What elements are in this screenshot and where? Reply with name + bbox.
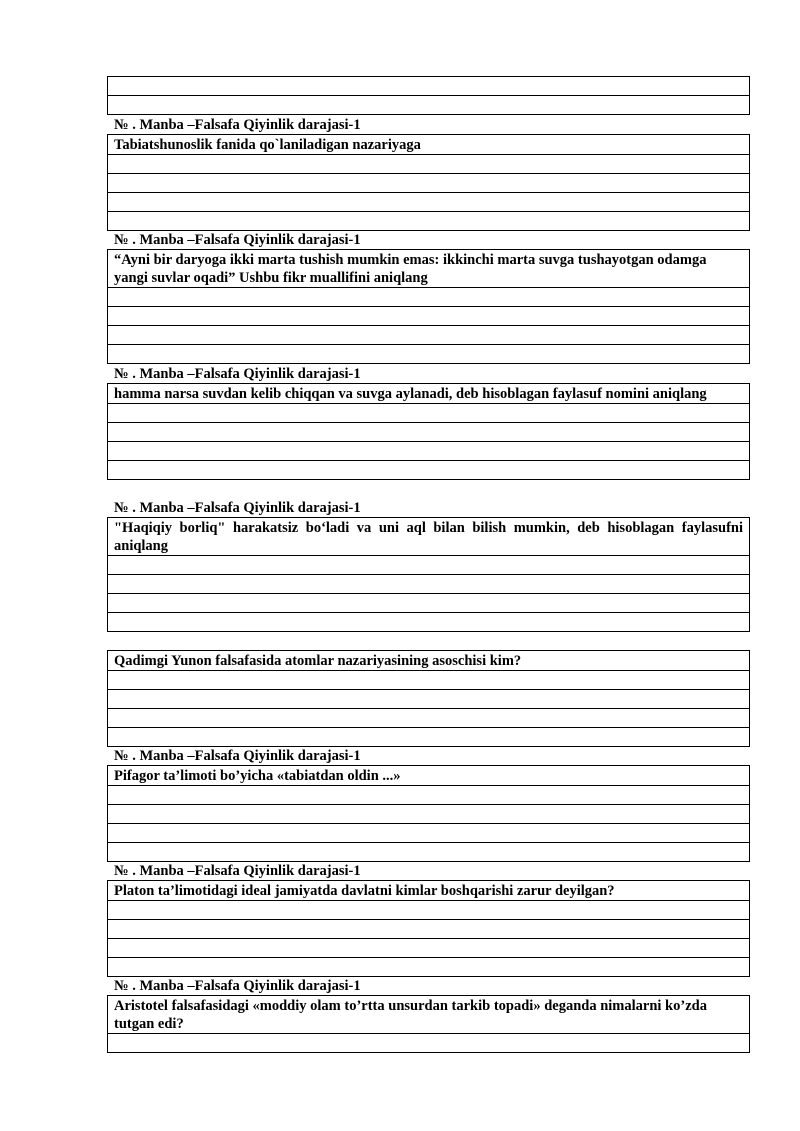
answer-option-cell[interactable] [108,288,750,307]
answer-option-cell[interactable] [108,77,750,96]
answer-option-cell[interactable] [108,939,750,958]
question-block-7 [107,880,750,977]
question-block-6 [107,765,750,862]
answer-option-cell[interactable] [108,193,750,212]
question-table [107,249,750,364]
answer-option-cell[interactable] [108,613,750,632]
answer-table [107,76,750,115]
answer-option-cell[interactable] [108,805,750,824]
question-table [107,995,750,1053]
question-table [107,383,750,480]
answer-option-cell[interactable] [108,786,750,805]
answer-option-cell[interactable] [108,307,750,326]
question-table [107,134,750,231]
answer-option-cell[interactable] [108,594,750,613]
question-text: "Haqiqiy borliq" harakatsiz bo‘ladi va uni aql bilan bilish mumkin, deb hisoblagan faylasufni aniqlang [108,518,750,556]
question-block-1 [107,134,750,231]
question-table [107,880,750,977]
question-header: № . Manba –Falsafa Qiyinlik darajasi-1 [114,366,361,382]
question-header: № . Manba –Falsafa Qiyinlik darajasi-1 [114,978,361,994]
answer-option-cell[interactable] [108,155,750,174]
answer-option-cell[interactable] [108,212,750,231]
question-text: “Ayni bir daryoga ikki marta tushish mumkin emas: ikkinchi marta suvga tushayotgan odamga yangi suvlar oqadi” Ushbu fikr muallifini aniqlang [108,250,750,288]
answer-option-cell[interactable] [108,824,750,843]
answer-option-cell[interactable] [108,901,750,920]
question-header: № . Manba –Falsafa Qiyinlik darajasi-1 [114,500,361,516]
question-block-3 [107,383,750,480]
answer-option-cell[interactable] [108,556,750,575]
question-header: № . Manba –Falsafa Qiyinlik darajasi-1 [114,863,361,879]
question-block-5 [107,650,750,747]
answer-option-cell[interactable] [108,442,750,461]
answer-option-cell[interactable] [108,174,750,193]
answer-option-cell[interactable] [108,690,750,709]
question-text: Qadimgi Yunon falsafasida atomlar nazariyasining asoschisi kim? [108,651,750,671]
answer-option-cell[interactable] [108,920,750,939]
answer-option-cell[interactable] [108,843,750,862]
answer-option-cell[interactable] [108,326,750,345]
answer-option-cell[interactable] [108,1034,750,1053]
question-text: hamma narsa suvdan kelib chiqqan va suvga aylanadi, deb hisoblagan faylasuf nomini aniqlang [108,384,750,404]
question-header: № . Manba –Falsafa Qiyinlik darajasi-1 [114,117,361,133]
answer-option-cell[interactable] [108,575,750,594]
question-block-0 [107,76,750,115]
answer-option-cell[interactable] [108,461,750,480]
answer-option-cell[interactable] [108,345,750,364]
answer-option-cell[interactable] [108,728,750,747]
question-text: Aristotel falsafasidagi «moddiy olam to’rtta unsurdan tarkib topadi» deganda nimalarni ko’zda tutgan edi? [108,996,750,1034]
answer-option-cell[interactable] [108,404,750,423]
question-header: № . Manba –Falsafa Qiyinlik darajasi-1 [114,748,361,764]
question-block-2 [107,249,750,364]
answer-option-cell[interactable] [108,958,750,977]
question-text: Tabiatshunoslik fanida qo`laniladigan nazariyaga [108,135,750,155]
question-text: Platon ta’limotidagi ideal jamiyatda davlatni kimlar boshqarishi zarur deyilgan? [108,881,750,901]
question-header: № . Manba –Falsafa Qiyinlik darajasi-1 [114,232,361,248]
answer-option-cell[interactable] [108,96,750,115]
question-block-8 [107,995,750,1053]
question-table [107,765,750,862]
question-table [107,650,750,747]
answer-option-cell[interactable] [108,709,750,728]
answer-option-cell[interactable] [108,423,750,442]
answer-option-cell[interactable] [108,671,750,690]
question-table [107,517,750,632]
question-text: Pifagor ta’limoti bo’yicha «tabiatdan oldin ...» [108,766,750,786]
question-block-4 [107,517,750,632]
